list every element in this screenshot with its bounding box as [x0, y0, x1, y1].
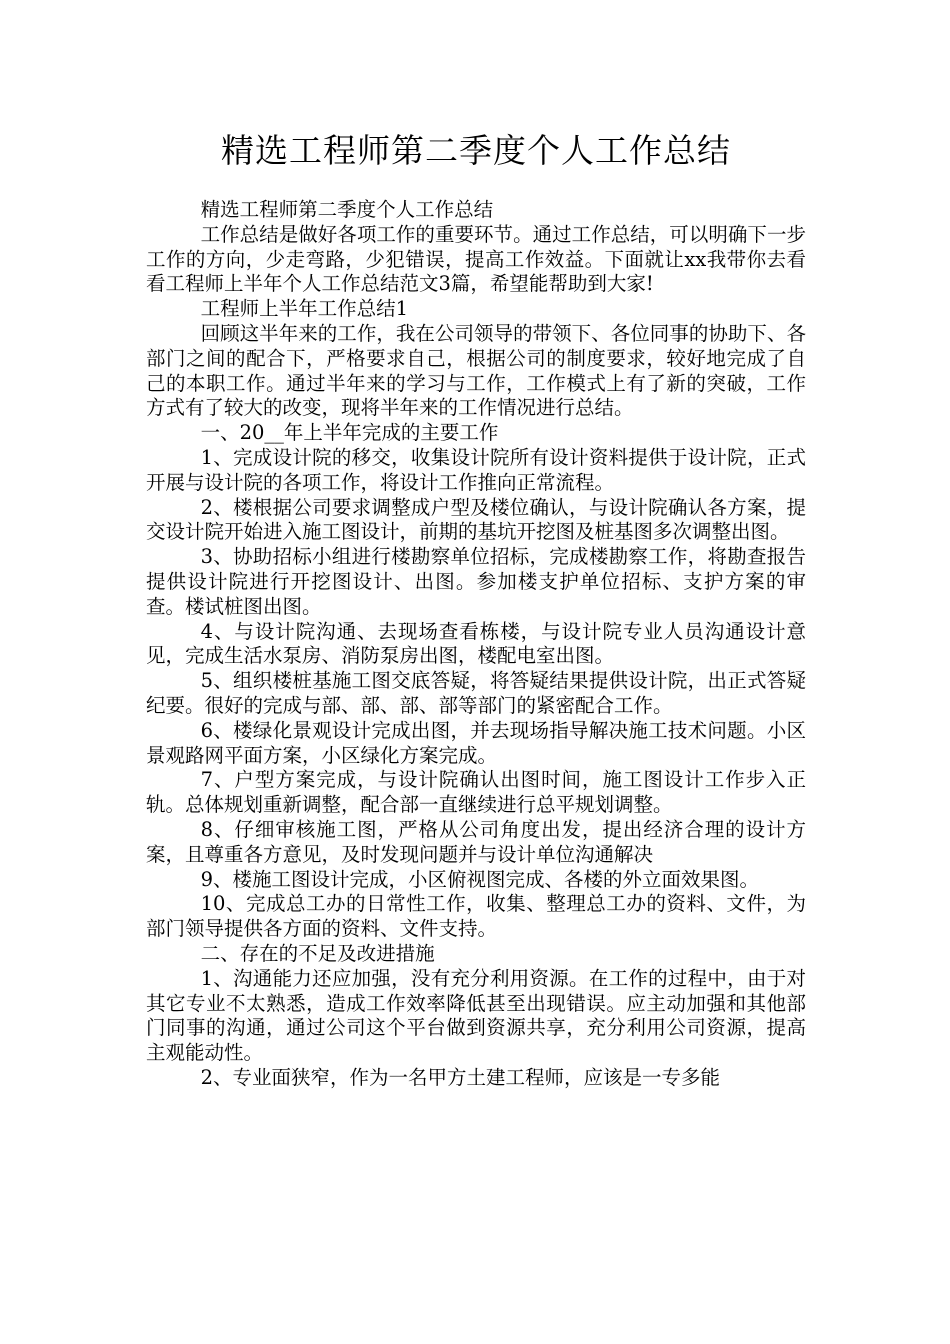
paragraph-subtitle: 精选工程师第二季度个人工作总结: [200, 198, 494, 221]
document-title: 精选工程师第二季度个人工作总结: [221, 131, 731, 170]
list-item: 1、完成设计院的移交，收集设计院所有设计资料提供于设计院，正式开展与设计院的各项工作，将设计工作推向正常流程。: [146, 445, 806, 494]
paragraph-intro: 工作总结是做好各项工作的重要环节。通过工作总结，可以明确下一步工作的方向，少走弯路，少犯错误，提高工作效益。下面就让xx我带你去看看工程师上半年个人工作总结范文3篇，希望能帮助到大家!: [146, 222, 806, 296]
list-item: 4、与设计院沟通、去现场查看栋楼，与设计院专业人员沟通设计意见，完成生活水泵房、消防泵房出图，楼配电室出图。: [146, 619, 806, 668]
paragraph-review: 回顾这半年来的工作，我在公司领导的带领下、各位同事的协助下、各部门之间的配合下，严格要求自己，根据公司的制度要求，较好地完成了自己的本职工作。通过半年来的学习与工作，工作模式上有了新的突破，工作方式有了较大的改变，现将半年来的工作情况进行总结。: [146, 321, 806, 420]
list-item: 6、楼绿化景观设计完成出图，并去现场指导解决施工技术问题。小区景观路网平面方案，小区绿化方案完成。: [146, 718, 806, 767]
list-item: 5、组织楼桩基施工图交底答疑，将答疑结果提供设计院，出正式答疑纪要。很好的完成与部、部、部、部等部门的紧密配合工作。: [146, 669, 806, 717]
document-body: [146, 198, 806, 1091]
list-item: 8、仔细审核施工图，严格从公司角度出发，提出经济合理的设计方案，且尊重各方意见，及时发现问题并与设计单位沟通解决: [146, 817, 806, 866]
section-heading-shortcomings: 二、存在的不足及改进措施: [200, 941, 435, 965]
list-item: 9、楼施工图设计完成，小区俯视图完成、各楼的外立面效果图。: [200, 867, 760, 891]
list-item: 2、专业面狭窄，作为一名甲方土建工程师，应该是一专多能: [200, 1065, 721, 1089]
section-heading-main-work: 一、20__年上半年完成的主要工作: [200, 421, 499, 445]
list-item: 3、协助招标小组进行楼勘察单位招标，完成楼勘察工作，将勘查报告提供设计院进行开挖图设计、出图。参加楼支护单位招标、支护方案的审查。楼试桩图出图。: [146, 545, 806, 618]
list-item: 10、完成总工办的日常性工作，收集、整理总工办的资料、文件，为部门领导提供各方面的资料、文件支持。: [146, 892, 806, 941]
list-item: 7、户型方案完成，与设计院确认出图时间，施工图设计工作步入正轨。总体规划重新调整，配合部一直继续进行总平规划调整。: [146, 768, 806, 817]
list-item: 2、楼根据公司要求调整成户型及楼位确认，与设计院确认各方案，提交设计院开始进入施工图设计，前期的基坑开挖图及桩基图多次调整出图。: [146, 495, 806, 544]
paragraph-heading-summary-1: 工程师上半年工作总结1: [200, 297, 409, 321]
list-item: 1、沟通能力还应加强，没有充分利用资源。在工作的过程中，由于对其它专业不太熟悉，造成工作效率降低甚至出现错误。应主动加强和其他部门同事的沟通，通过公司这个平台做到资源共享，充分利用公司资源，提高主观能动性。: [146, 966, 806, 1065]
